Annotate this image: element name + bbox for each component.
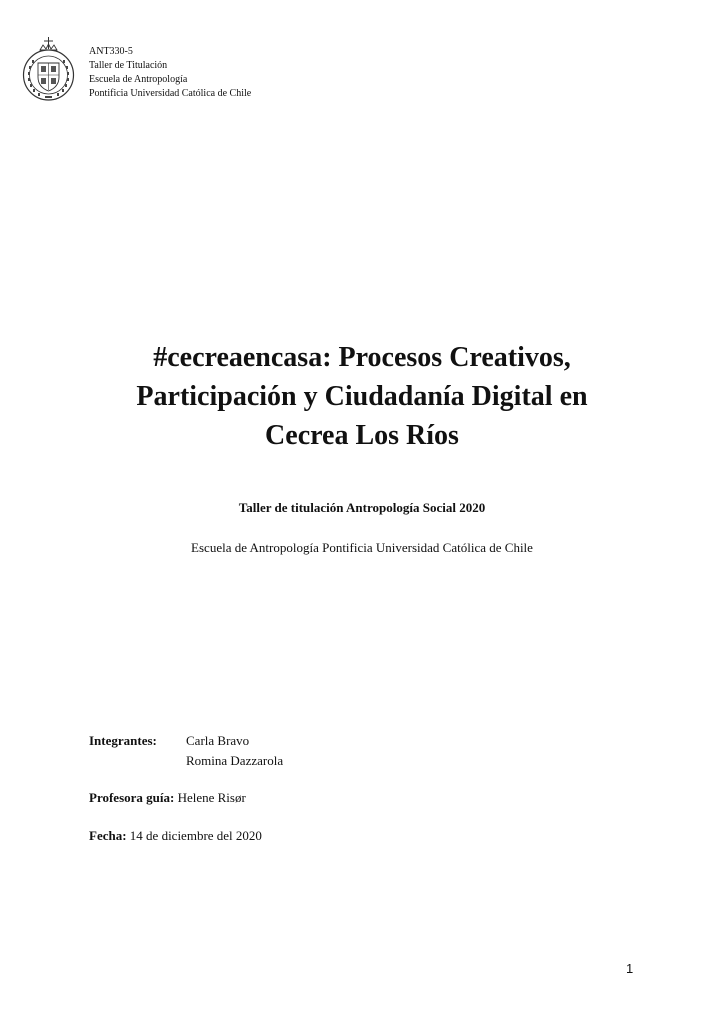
date-label: Fecha: — [89, 828, 127, 843]
title-line-3: Cecrea Los Ríos — [265, 420, 459, 451]
date-line — [89, 828, 262, 844]
school-name: Escuela de Antropología — [89, 74, 188, 85]
advisor-label: Profesora guía: — [89, 790, 175, 805]
document-title — [0, 338, 724, 455]
member-name: Romina Dazzarola — [186, 753, 284, 768]
title-line-2: Participación y Ciudadanía Digital en — [136, 381, 588, 412]
university-seal-logo — [21, 33, 76, 110]
institution-line: Escuela de Antropología Pontificia Universidad Católica de Chile — [191, 540, 533, 555]
date-value: 14 de diciembre del 2020 — [129, 828, 262, 843]
advisor-line — [89, 790, 246, 806]
member-name: Carla Bravo — [186, 733, 250, 748]
page-number: 1 — [626, 961, 634, 976]
document-subtitle: Taller de titulación Antropología Social 2020 — [238, 500, 486, 515]
university-name: Pontificia Universidad Católica de Chile — [89, 88, 252, 99]
advisor-name: Helene Risør — [177, 790, 246, 805]
members-label: Integrantes: — [89, 733, 157, 748]
course-code: ANT330-5 — [89, 46, 133, 57]
title-line-1: #cecreaencasa: Procesos Creativos, — [153, 342, 571, 373]
course-name: Taller de Titulación — [89, 60, 168, 71]
header-block — [89, 45, 251, 101]
